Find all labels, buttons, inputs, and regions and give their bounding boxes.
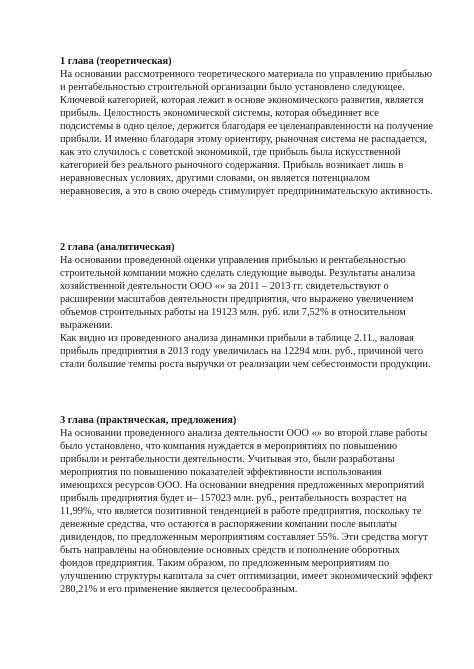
paragraph: Ключевой категорией, которая лежит в основе экономического развития, является прибыль. Целостность экономической системы, которая объединяет все подсистемы в одно целое, держится благодаря ее целенаправленности на получение прибыли. И именно благодаря этому ориентиру, рыночная система не распадается, как это случилось с советской экономикой, где прибыль была искусственной категорией без реального рыночного содержания. Прибыль возникает лишь в неравновесных условиях, другими словами, он является потенциалом неравновесия, а это в свою очередь стимулирует предпринимательскую активность. [60,95,434,197]
paragraph: Как видно из проведенного анализа динамики прибыли в таблице 2.11., валовая прибыль предприятия в 2013 году увеличилась на 12294 млн. руб., причиной чего стали большие темпы роста выручки от реализации чем себестоимости продукции. [60,333,431,370]
section-theoretical [60,55,434,198]
section-practical [60,414,434,596]
section-heading: 3 глава (практическая, предложения) [60,415,237,426]
paragraph: На основании проведенной оценки управления прибылью и рентабельностью строительной компании можно сделать следующие выводы. Результаты анализа хозяйственной деятельности ООО «» за 2011 – 2013 гг. свидетельствуют о расширении масштабов деятельности предприятия, что выражено увеличением объемов строительных работы на 19123 млн. руб. или 7,52% в относительном выражении. [60,255,416,331]
section-heading: 1 глава (теоретическая) [60,56,172,67]
section-analytical [60,241,434,371]
paragraph: На основании проведенного анализа деятельности ООО «» во второй главе работы было установлено, что компания нуждается в мероприятиях по повышению прибыли и рентабельности деятельности. Учитывая это, были разработаны мероприятия по повышению показателей эффективности использования имеющихся ресурсов ООО. На основании внедрения предложенных мероприятий прибыль предприятия будет и– 157023 млн. руб., рентабельность возрастет на 11,99%, что является позитивной тенденцией в работе предприятия, поскольку те денежные средства, что остаются в распоряжении компании после выплаты дивидендов, по предложенным мероприятиям составляет 55%. Эти средства могут быть направлены на обновление основных средств и пополнение оборотных фондов предприятия. Таким образом, по предложенным мероприятиям по улучшению структуры капитала за счет оптимизации, имеет экономический эффект 280,21% и его применение является целесообразным. [60,428,433,595]
section-heading: 2 глава (аналитическая) [60,242,175,253]
paragraph: На основании рассмотренного теоретического материала по управлению прибылью и рентабельностью строительной организации было установлено следующее. [60,69,433,93]
